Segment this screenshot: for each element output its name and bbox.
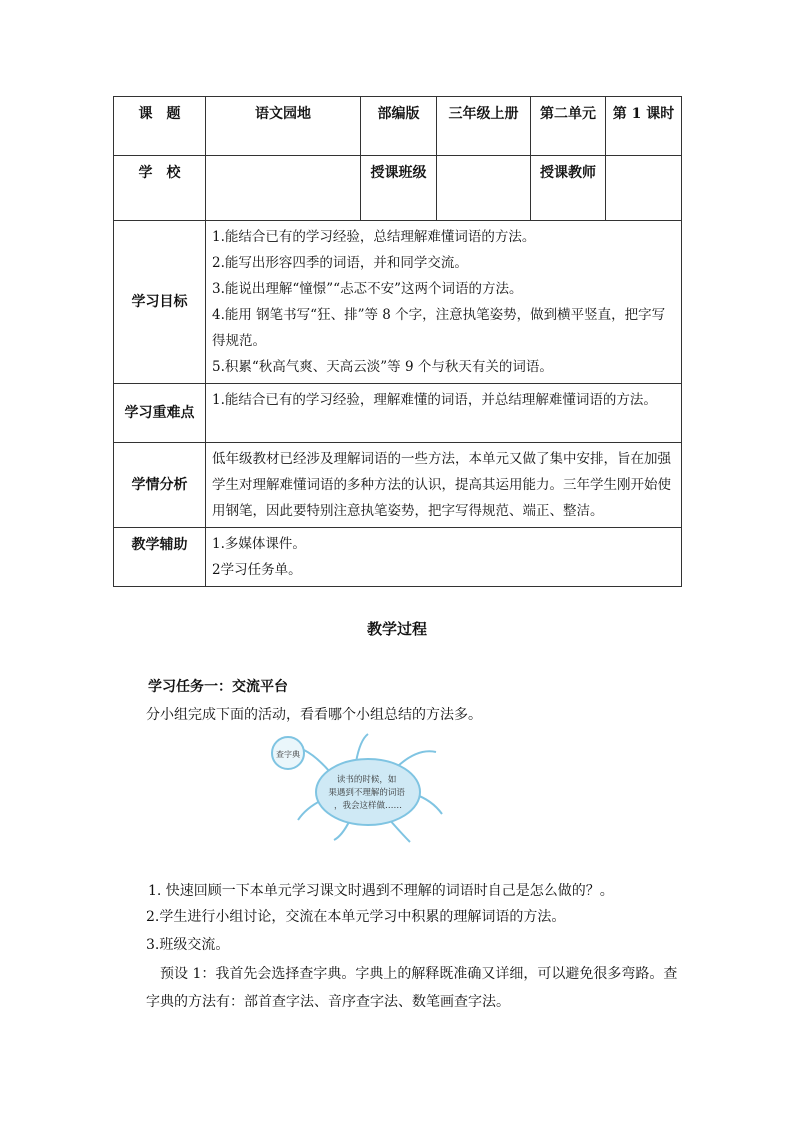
analysis-content: 低年级教材已经涉及理解词语的一些方法，本单元又做了集中安排，旨在加强学生对理解难懂词语的多种方法的认识，提高其运用能力。三年学生刚开始使用钢笔，因此要特别注意执笔姿势，把字写得规范、端正、整洁。	[206, 443, 682, 528]
process-title: 教学过程	[366, 620, 427, 638]
table-row	[114, 156, 682, 221]
preset-paragraph: 预设 1：我首先会选择查字典。字典上的解释既准确又详细，可以避免很多弯路。查字典的方法有：部首查字法、音序查字法、数笔画查字法。	[146, 966, 678, 1010]
goal-item: 2.能写出形容四季的词语，并和同学交流。	[212, 255, 468, 271]
table-row	[114, 528, 682, 587]
aids-content	[206, 528, 682, 587]
aid-item: 1.多媒体课件。	[212, 536, 306, 552]
task-one-title: 学习任务一：交流平台	[148, 679, 288, 695]
table-row	[114, 384, 682, 443]
goal-item: 1.能结合已有的学习经验，总结理解难懂词语的方法。	[212, 229, 536, 245]
step-three: 3.班级交流。	[146, 937, 230, 953]
mind-map-diagram	[268, 730, 448, 850]
dictionary-bubble-text: 查字典	[276, 750, 300, 759]
goals-content	[206, 221, 682, 384]
course-label: 课 题	[114, 97, 206, 156]
class-label: 授课班级	[361, 156, 437, 221]
table-row	[114, 443, 682, 528]
edition: 部编版	[361, 97, 437, 156]
school-label: 学 校	[114, 156, 206, 221]
key-label: 学习重难点	[114, 384, 206, 443]
lesson-number: 第 1 课时	[606, 97, 682, 156]
goal-item: 5.积累“秋高气爽、天高云淡”等 9 个与秋天有关的词语。	[212, 359, 553, 375]
teacher-label: 授课教师	[531, 156, 606, 221]
goal-item: 3.能说出理解“憧憬”“忐忑不安”这两个词语的方法。	[212, 281, 523, 297]
teacher-value	[606, 156, 682, 221]
table-row	[114, 97, 682, 156]
step-one: 1. 快速回顾一下本单元学习课文时遇到不理解的词语时自己是怎么做的？。	[148, 883, 614, 899]
lesson-info-table	[113, 96, 682, 587]
grade: 三年级上册	[437, 97, 531, 156]
key-content: 1.能结合已有的学习经验，理解难懂的词语，并总结理解难懂词语的方法。	[206, 384, 682, 443]
goals-label: 学习目标	[114, 221, 206, 384]
step-two: 2.学生进行小组讨论，交流在本单元学习中积累的理解词语的方法。	[146, 909, 566, 925]
aids-label: 教学辅助	[114, 528, 206, 587]
course-subject: 语文园地	[206, 97, 361, 156]
task-intro: 分小组完成下面的活动，看看哪个小组总结的方法多。	[146, 707, 482, 723]
class-value	[437, 156, 531, 221]
analysis-label: 学情分析	[114, 443, 206, 528]
school-value	[206, 156, 361, 221]
unit: 第二单元	[531, 97, 606, 156]
center-bubble-text: 读书的时候，如 果遇到不理解的词语 ，我会这样做……	[328, 775, 405, 811]
table-row	[114, 221, 682, 384]
goal-item: 4.能用 钢笔书写“狂、排”等 8 个字，注意执笔姿势，做到横平竖直，把字写得规范。	[212, 307, 666, 349]
aid-item: 2学习任务单。	[212, 562, 302, 578]
